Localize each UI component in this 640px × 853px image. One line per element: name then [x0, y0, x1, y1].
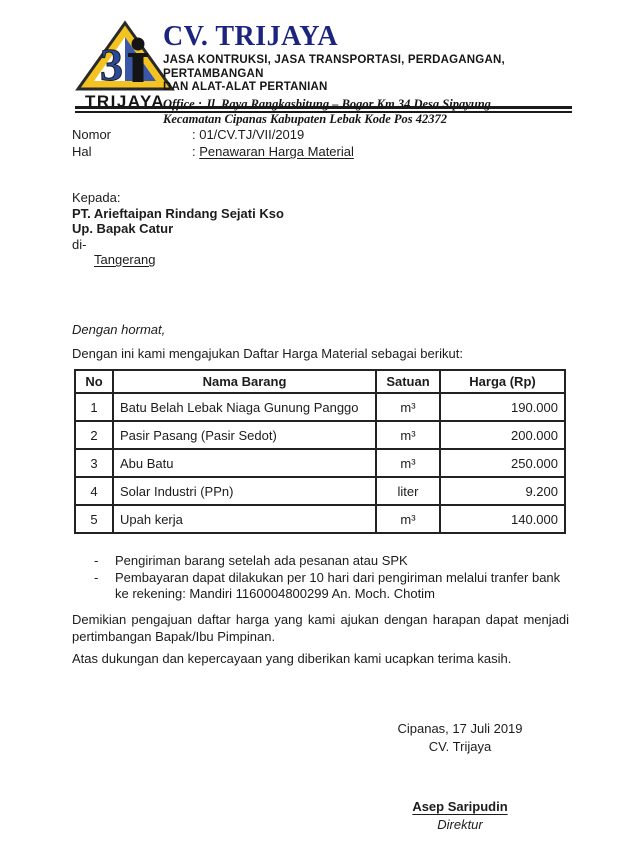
- nomor-row: [72, 126, 492, 143]
- table-row: [75, 477, 565, 505]
- business-line-2: DAN ALAT-ALAT PERTANIAN: [163, 81, 328, 93]
- closing-paragraph: [72, 611, 569, 645]
- row-unit: m³: [376, 393, 440, 421]
- intro-line: Dengan ini kami mengajukan Daftar Harga Material sebagai berikut:: [72, 346, 463, 361]
- row-no: 3: [75, 449, 113, 477]
- hal-value-wrap: [192, 143, 354, 160]
- closing-line-2: pertimbangan Bapak/Ibu Pimpinan.: [72, 629, 276, 644]
- office-address-line-2: Kecamatan Cipanas Kabupaten Lebak Kode Pos 42372: [163, 111, 448, 126]
- row-no: 4: [75, 477, 113, 505]
- header-satuan: Satuan: [376, 370, 440, 393]
- row-unit: liter: [376, 477, 440, 505]
- signatory-title: Direktur: [437, 817, 483, 832]
- row-price: 250.000: [440, 449, 565, 477]
- row-price: 140.000: [440, 505, 565, 533]
- trijaya-triangle-icon: [74, 20, 176, 92]
- hal-value: Penawaran Harga Material: [199, 144, 354, 159]
- hal-colon: :: [192, 144, 200, 159]
- table-row: [75, 505, 565, 533]
- bullet-dash: -: [94, 553, 99, 568]
- hal-label: Hal: [72, 144, 92, 159]
- row-name: Batu Belah Lebak Niaga Gunung Panggo: [113, 393, 376, 421]
- recipient-block: [72, 190, 284, 268]
- row-no: 5: [75, 505, 113, 533]
- row-name: Upah kerja: [113, 505, 376, 533]
- terms-notes: [72, 553, 572, 603]
- signature-company: CV. Trijaya: [428, 739, 492, 754]
- header-harga: Harga (Rp): [440, 370, 565, 393]
- row-name: Abu Batu: [113, 449, 376, 477]
- row-unit: m³: [376, 505, 440, 533]
- row-price: 200.000: [440, 421, 565, 449]
- recipient-kepada: Kepada:: [72, 190, 121, 205]
- table-row: [75, 421, 565, 449]
- row-price: 9.200: [440, 477, 565, 505]
- note-2-line-2: ke rekening: Mandiri 1160004800299 An. Moch. Chotim: [115, 586, 435, 601]
- row-unit: m³: [376, 449, 440, 477]
- header-nama-barang: Nama Barang: [113, 370, 376, 393]
- price-table-header-row: [75, 370, 565, 393]
- nomor-value: : 01/CV.TJ/VII/2019: [192, 127, 305, 142]
- nomor-label: Nomor: [72, 127, 112, 142]
- recipient-city: Tangerang: [94, 252, 156, 267]
- office-address-line-1: Office : Jl. Raya Rangkasbitung – Bogor Km 34 Desa Sipayung: [163, 96, 491, 111]
- table-row: [75, 449, 565, 477]
- row-no: 2: [75, 421, 113, 449]
- letterhead-divider: [75, 106, 572, 113]
- place-date: Cipanas, 17 Juli 2019: [397, 721, 523, 736]
- note-1-text: Pengiriman barang setelah ada pesanan atau SPK: [115, 553, 408, 568]
- date-block: [360, 720, 560, 756]
- company-name: CV. TRIJAYA: [163, 21, 339, 52]
- closing-line-1: Demikian pengajuan daftar harga yang kami ajukan dengan harapan dapat menjadi: [72, 612, 569, 627]
- company-logo: [74, 20, 176, 112]
- note-item-1: [72, 553, 572, 570]
- business-line-1: JASA KONTRUKSI, JASA TRANSPORTASI, PERDAGANGAN, PERTAMBANGAN: [163, 54, 505, 80]
- signature-block: [360, 798, 560, 834]
- row-name: Pasir Pasang (Pasir Sedot): [113, 421, 376, 449]
- note-item-2: [72, 570, 572, 603]
- recipient-company: PT. Arieftaipan Rindang Sejati Kso: [72, 205, 284, 221]
- hal-row: [72, 143, 492, 160]
- note-2-line-1: Pembayaran dapat dilakukan per 10 hari dari pengiriman melalui tranfer bank: [115, 569, 561, 585]
- row-unit: m³: [376, 421, 440, 449]
- recipient-di: di-: [72, 236, 87, 252]
- recipient-attention: Up. Bapak Catur: [72, 221, 174, 236]
- signatory-name: Asep Saripudin: [412, 799, 508, 814]
- bullet-dash: -: [94, 569, 99, 585]
- price-table: [74, 369, 566, 534]
- table-row: [75, 393, 565, 421]
- salutation: Dengan hormat,: [72, 322, 166, 337]
- svg-text:3: 3: [100, 39, 123, 90]
- letter-meta: [72, 126, 492, 160]
- logo-caption: TRIJAYA: [84, 92, 166, 111]
- row-name: Solar Industri (PPn): [113, 477, 376, 505]
- company-business-lines: [163, 54, 573, 95]
- row-price: 190.000: [440, 393, 565, 421]
- thanks-line: Atas dukungan dan kepercayaan yang diberikan kami ucapkan terima kasih.: [72, 651, 512, 666]
- row-no: 1: [75, 393, 113, 421]
- header-no: No: [75, 370, 113, 393]
